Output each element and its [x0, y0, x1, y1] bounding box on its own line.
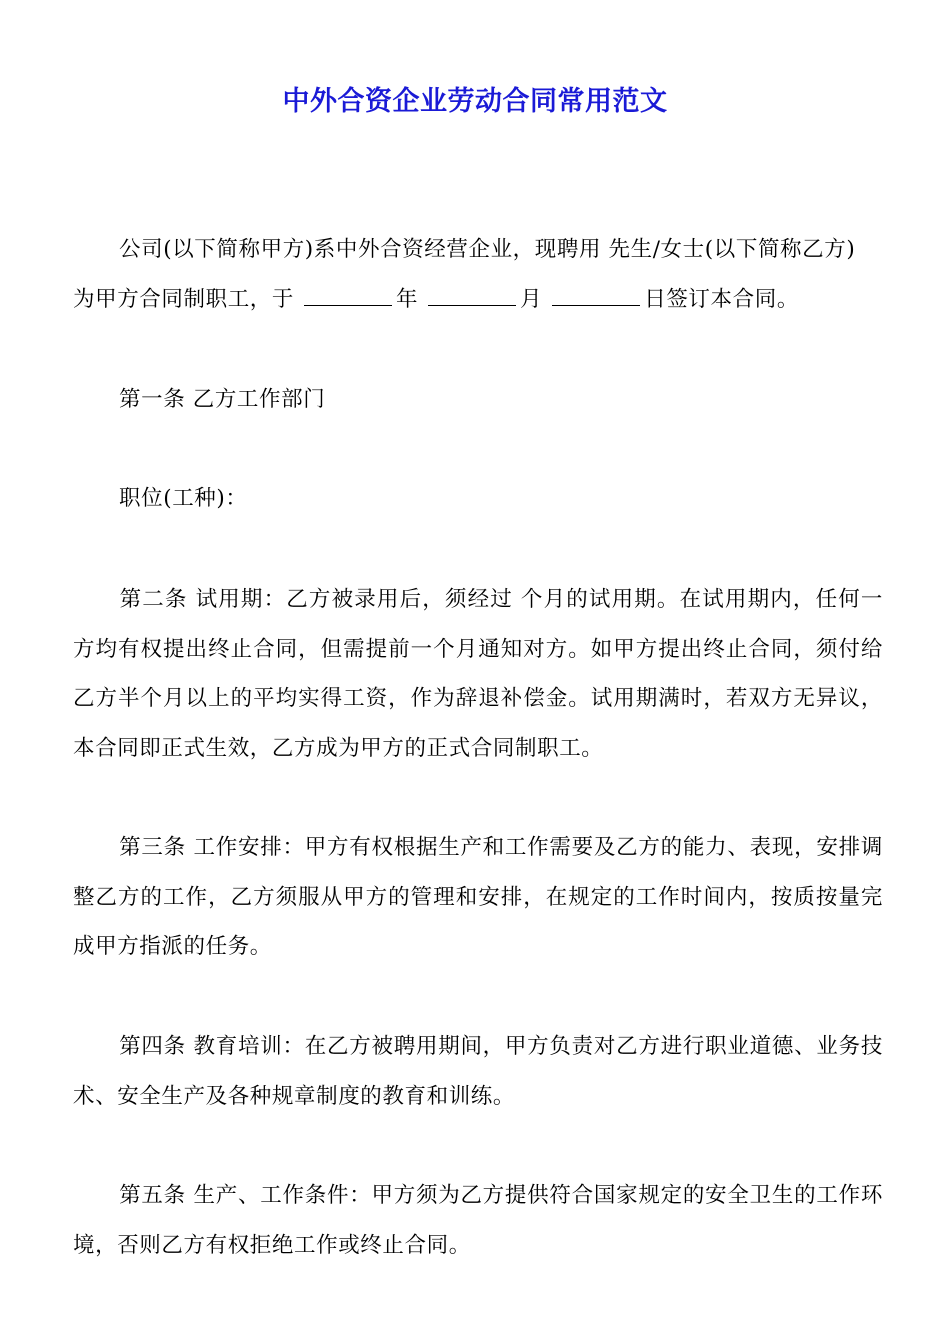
article-4 [73, 1022, 883, 1121]
intro-line-2-start: 为甲方合同制职工，于 [73, 286, 295, 312]
article-1-text: 第一条 乙方工作部门 [119, 387, 326, 412]
year-label: 年 [396, 286, 419, 312]
day-blank [552, 287, 640, 306]
article-5-text: 第五条 生产、工作条件：甲方须为乙方提供符合国家规定的安全卫生的工作环境，否则乙方有权拒绝工作或终止合同。 [73, 1183, 883, 1258]
article-2-text: 第二条 试用期：乙方被录用后，须经过 个月的试用期。在试用期内，任何一方均有权提出终止合同，但需提前一个月通知对方。如甲方提出终止合同，须付给乙方半个月以上的平均实得工资，作为辞退补偿金。试用期满时，若双方无异议，本合同即正式生效，乙方成为甲方的正式合同制职工。 [73, 587, 883, 761]
year-blank [304, 287, 392, 306]
month-blank [428, 287, 516, 306]
article-3 [73, 823, 883, 972]
article-3-text: 第三条 工作安排：甲方有权根据生产和工作需要及乙方的能力、表现，安排调整乙方的工作，乙方须服从甲方的管理和安排，在规定的工作时间内，按质按量完成甲方指派的任务。 [73, 835, 883, 959]
document-title: 中外合资企业劳动合同常用范文 [282, 86, 668, 117]
article-1 [73, 375, 883, 425]
intro-paragraph [73, 225, 883, 324]
position-line [73, 474, 883, 524]
month-label: 月 [520, 286, 543, 312]
article-2 [73, 575, 883, 773]
day-label: 日签订本合同。 [644, 286, 799, 312]
position-text: 职位(工种)： [119, 486, 248, 511]
intro-line-1: 公司(以下简称甲方)系中外合资经营企业，现聘用 先生/女士(以下简称乙方) [119, 237, 856, 262]
article-5 [73, 1171, 883, 1270]
article-4-text: 第四条 教育培训：在乙方被聘用期间，甲方负责对乙方进行职业道德、业务技术、安全生产及各种规章制度的教育和训练。 [73, 1034, 883, 1109]
